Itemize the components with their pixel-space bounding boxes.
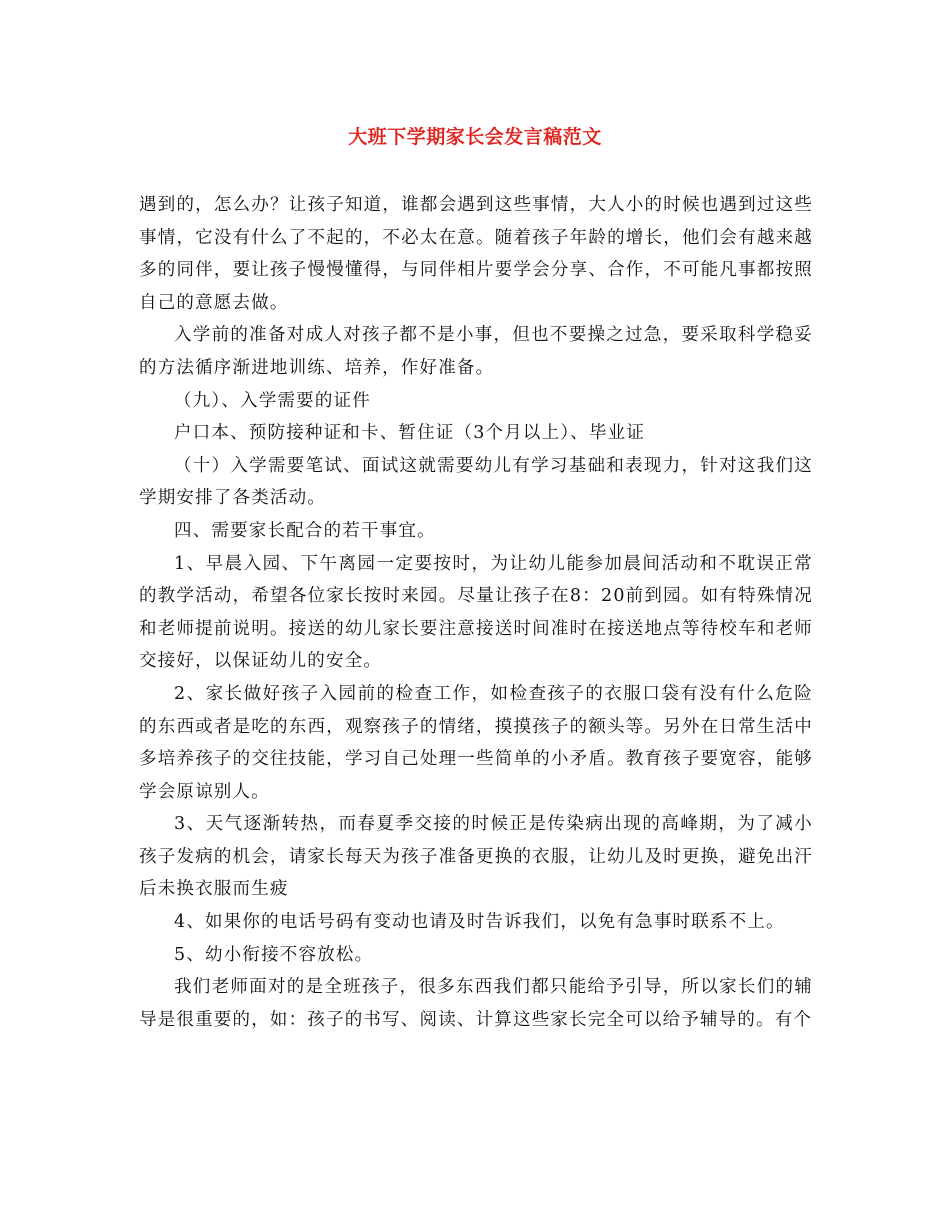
paragraph: 户口本、预防接种证和卡、暂住证（3个月以上）、毕业证 <box>174 423 646 444</box>
document-title: 大班下学期家长会发言稿范文 <box>348 126 602 148</box>
paragraph: 入学前的准备对成人对孩子都不是小事，但也不要操之过急，要采取科学稳妥的方法循序渐进地训练、培养，作好准备。 <box>139 325 813 378</box>
section-heading-4: 四、需要家长配合的若干事宜。 <box>174 520 436 541</box>
list-item-1: 1、早晨入园、下午离园一定要按时，为让幼儿能参加晨间活动和不耽误正常的教学活动，希望各位家长按时来园。尽量让孩子在8：20前到园。如有特殊情况和老师提前说明。接送的幼儿家长要注意接送时间准时在接送地点等待校车和老师交接好，以保证幼儿的安全。 <box>139 553 813 672</box>
document-body <box>139 189 813 1036</box>
section-heading-9: （九）、入学需要的证件 <box>174 390 371 411</box>
list-item-2: 2、家长做好孩子入园前的检查工作，如检查孩子的衣服口袋有没有什么危险的东西或者是吃的东西，观察孩子的情绪，摸摸孩子的额头等。另外在日常生活中多培养孩子的交往技能，学习自己处理一些简单的小矛盾。教育孩子要宽容，能够学会原谅别人。 <box>139 683 813 802</box>
list-item-3: 3、天气逐渐转热，而春夏季交接的时候正是传染病出现的高峰期，为了减小孩子发病的机会，请家长每天为孩子准备更换的衣服，让幼儿及时更换，避免出汗后未换衣服而生疲 <box>139 814 813 900</box>
list-item-5: 5、幼小衔接不容放松。 <box>174 944 374 965</box>
list-item-4: 4、如果你的电话号码有变动也请及时告诉我们，以免有急事时联系不上。 <box>174 912 785 933</box>
section-heading-10: （十）入学需要笔试、面试这就需要幼儿有学习基础和表现力，针对这我们这学期安排了各类活动。 <box>139 455 813 509</box>
paragraph-continued: 遇到的，怎么办？让孩子知道，谁都会遇到这些事情，大人小的时候也遇到过这些事情，它没有什么了不起的，不必太在意。随着孩子年龄的增长，他们会有越来越多的同伴，要让孩子慢慢懂得，与同伴相片要学会分享、合作，不可能凡事都按照自己的意愿去做。 <box>139 195 813 313</box>
paragraph: 我们老师面对的是全班孩子，很多东西我们都只能给予引导，所以家长们的辅导是很重要的，如：孩子的书写、阅读、计算这些家长完全可以给予辅导的。有个 <box>139 977 813 1030</box>
